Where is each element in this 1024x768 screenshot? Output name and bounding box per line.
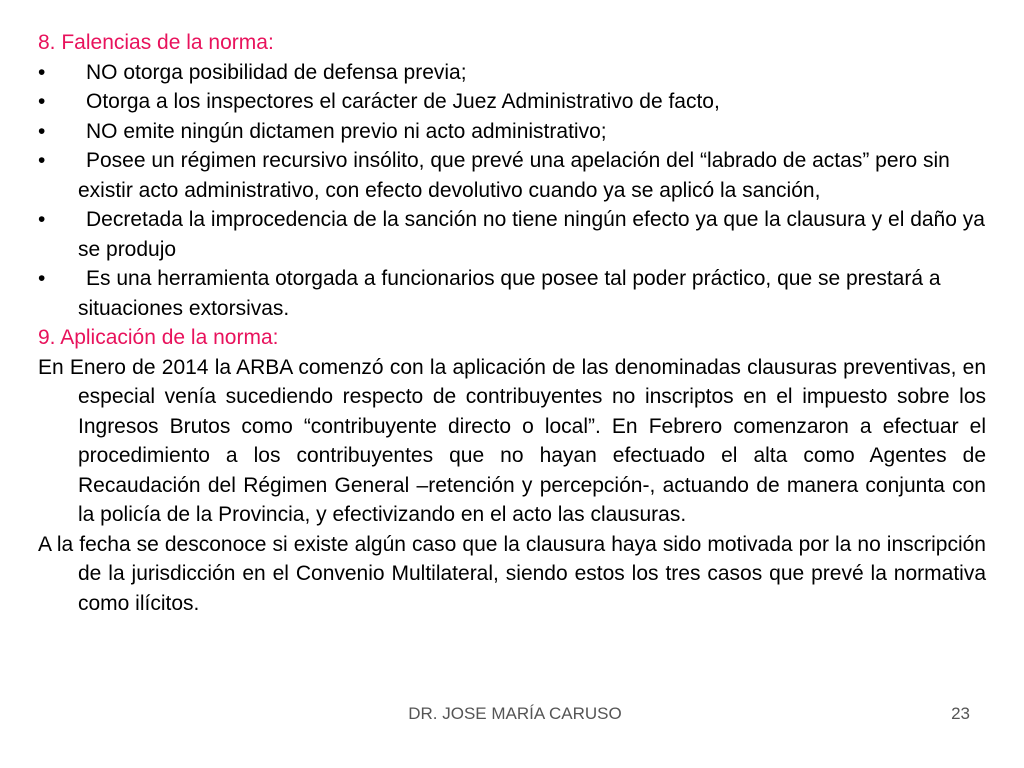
list-item <box>38 87 986 117</box>
bullet-marker: • <box>38 267 46 290</box>
bullet-marker: • <box>38 60 46 84</box>
section-9-heading: 9. Aplicación de la norma: <box>38 326 279 349</box>
section-8-bullet-list <box>38 58 986 324</box>
bullet-marker: • <box>38 208 46 231</box>
bullet-text: Decretada la improcedencia de la sanción no tiene ningún efecto ya que la clausura y el daño ya se produjo <box>78 208 985 261</box>
bullet-marker: • <box>38 149 46 172</box>
section-9-paragraph-2: A la fecha se desconoce si existe algún caso que la clausura haya sido motivada por la no inscripción de la jurisdicción en el Convenio Multilateral, siendo estos los tres casos que prevé la normativa como ilícitos. <box>38 532 986 615</box>
section-8-heading: 8. Falencias de la norma: <box>38 31 274 54</box>
list-item <box>38 264 986 323</box>
page-number: 23 <box>951 704 970 723</box>
bullet-text: Es una herramienta otorgada a funcionarios que posee tal poder práctico, que se prestará a situaciones extorsivas. <box>78 267 941 320</box>
bullet-text: Posee un régimen recursivo insólito, que prevé una apelación del “labrado de actas” pero sin existir acto administrativo, con efecto devolutivo cuando ya se aplicó la sanción, <box>78 149 950 202</box>
slide-content <box>38 28 986 618</box>
bullet-text: NO otorga posibilidad de defensa previa; <box>86 60 467 84</box>
list-item <box>38 205 986 264</box>
bullet-text: Otorga a los inspectores el carácter de Juez Administrativo de facto, <box>86 90 720 113</box>
list-item <box>38 117 986 147</box>
list-item <box>38 146 986 205</box>
footer-author: DR. JOSE MARÍA CARUSO <box>408 704 622 723</box>
bullet-marker: • <box>38 119 46 143</box>
section-9-paragraph-1: En Enero de 2014 la ARBA comenzó con la aplicación de las denominadas clausuras preventivas, en especial venía sucediendo respecto de contribuyentes no inscriptos en el impuesto sobre los Ingresos Brutos como “contribuyente directo o local”. En Febrero comenzaron a efectuar el procedimiento a los contribuyentes que no hayan efectuado el alta como Agentes de Recaudación del Régimen General –retención y percepción-, actuando de manera conjunta con la policía de la Provincia, y efectivizando en el acto las clausuras. <box>38 355 986 526</box>
bullet-marker: • <box>38 90 46 113</box>
bullet-text: NO emite ningún dictamen previo ni acto administrativo; <box>86 119 607 143</box>
list-item <box>38 58 986 88</box>
